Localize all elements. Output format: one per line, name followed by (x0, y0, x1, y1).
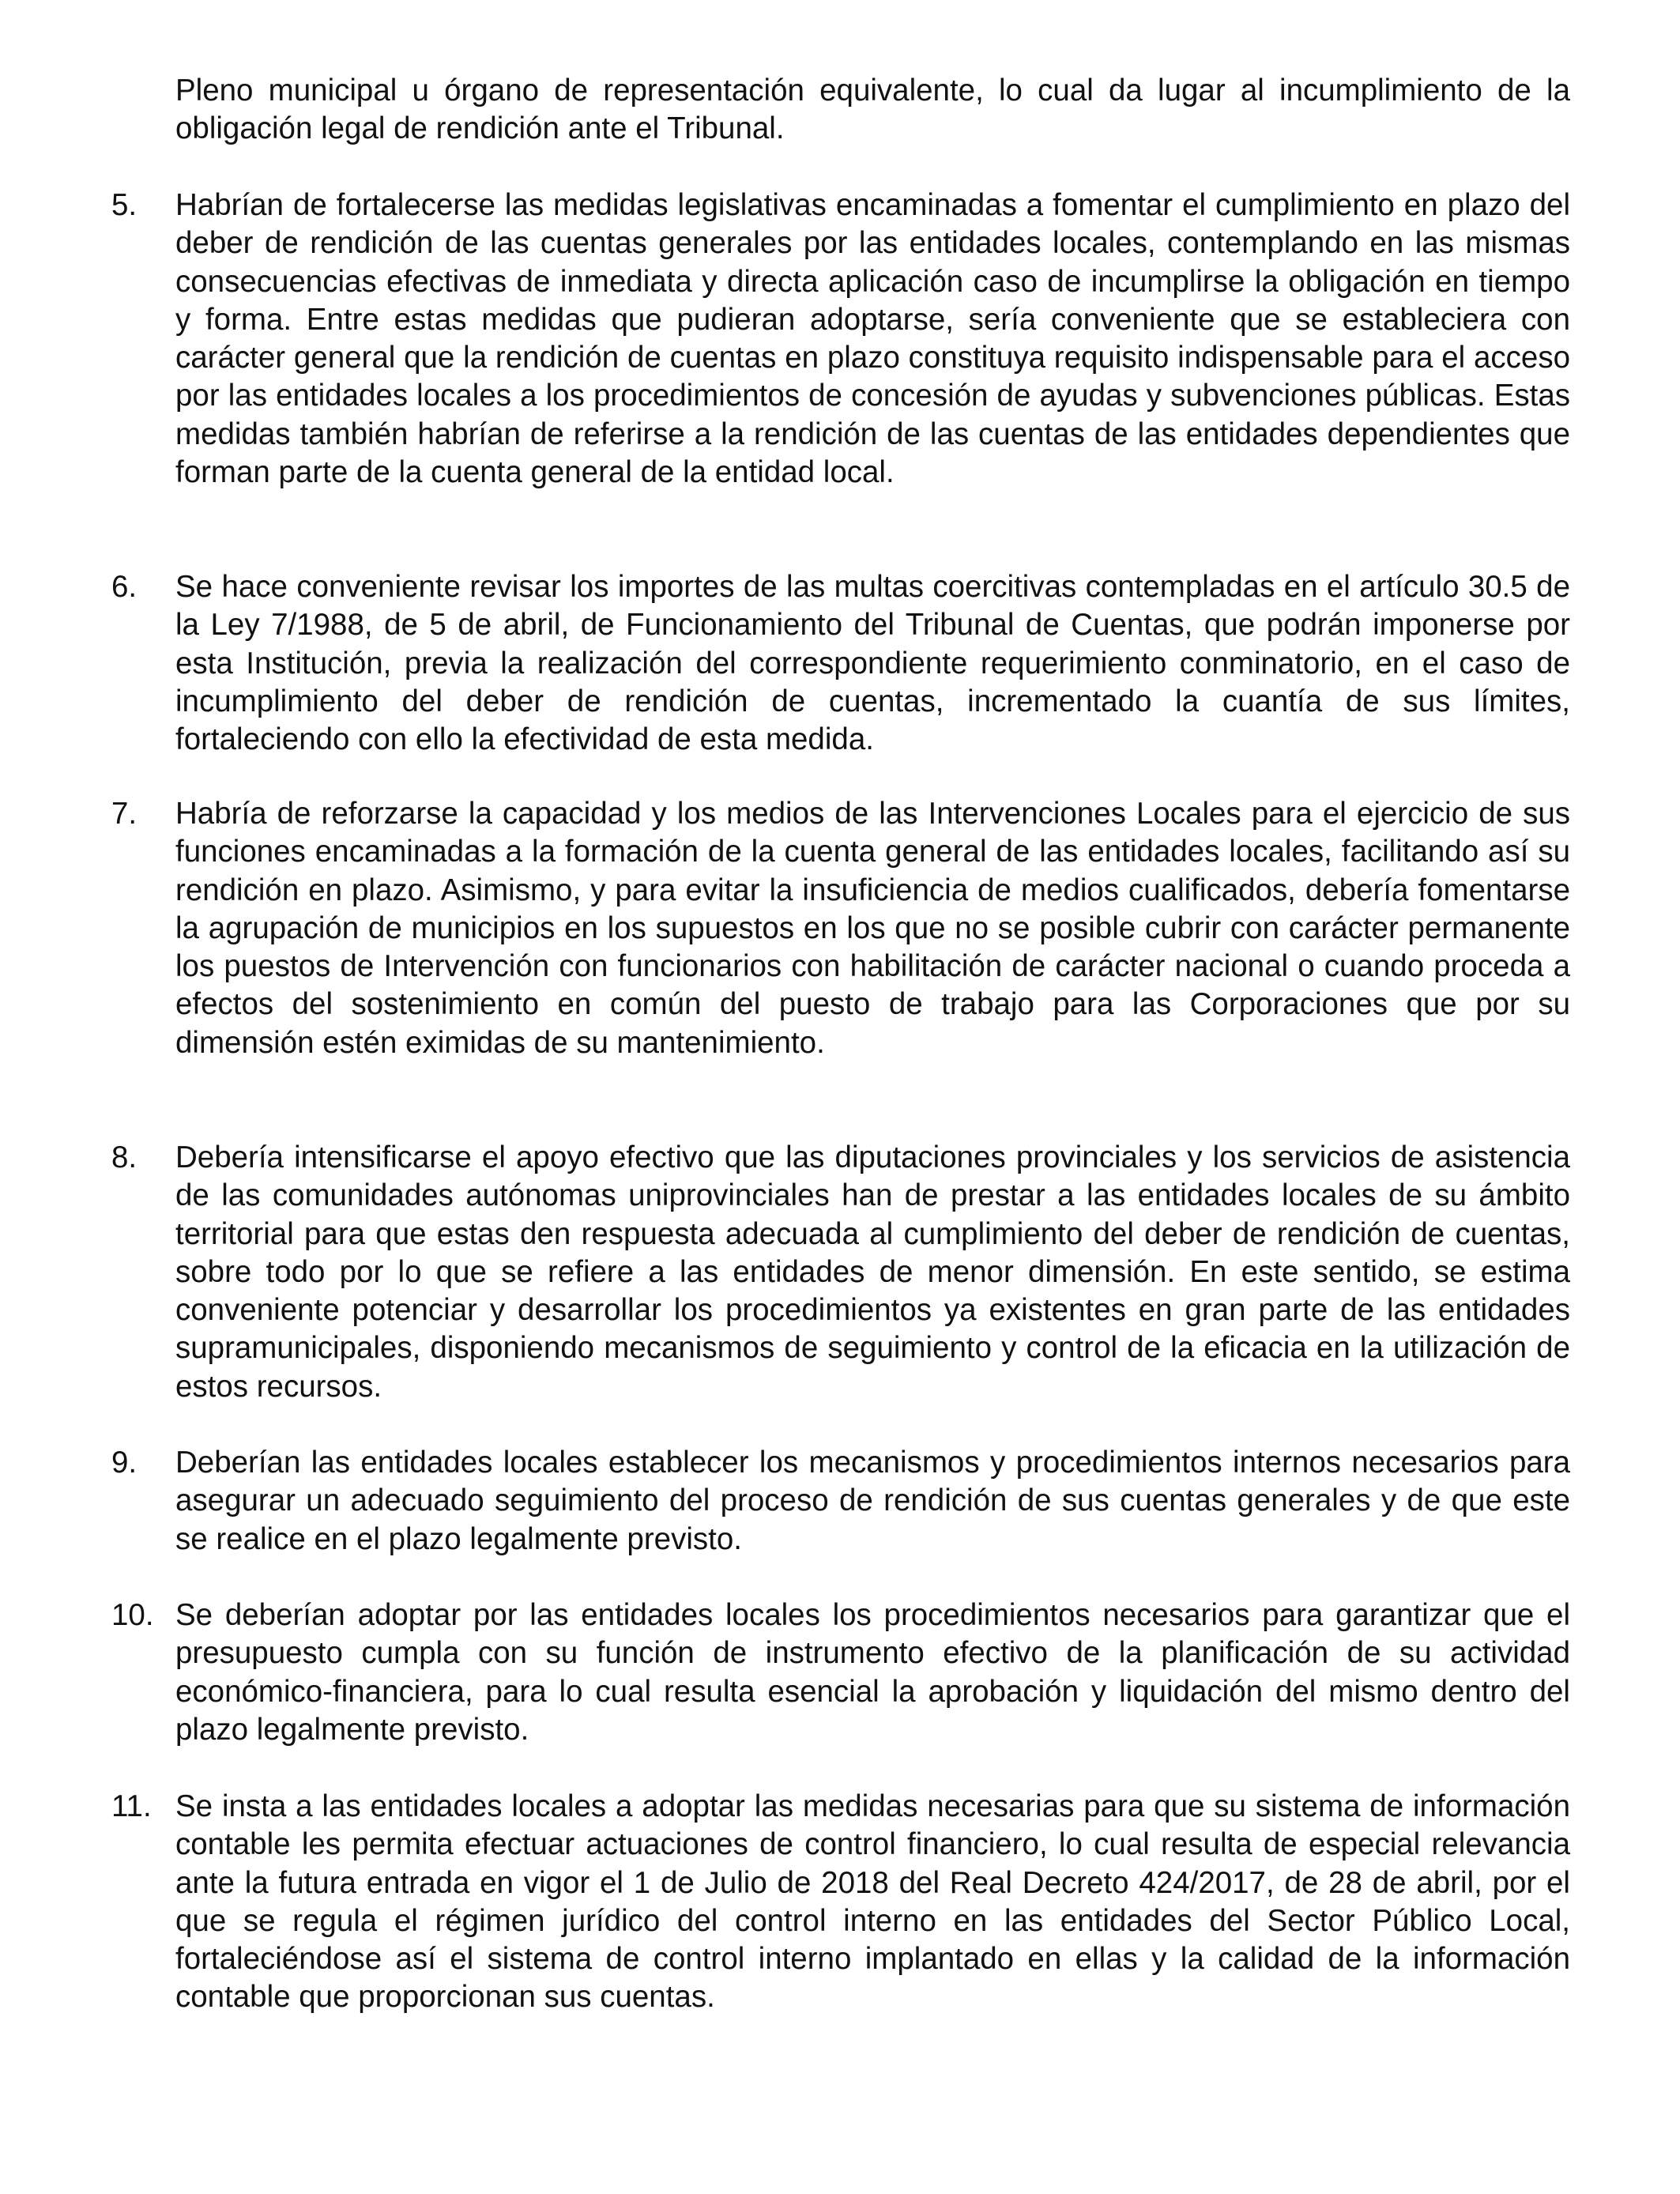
list-item-number: 10. (111, 1598, 154, 1632)
continuation-text: Pleno municipal u órgano de representación equivalente, lo cual da lugar al incumplimiento de la obligación legal de rendición ante el Tribunal. (175, 74, 1570, 146)
list-item-number: 8. (111, 1140, 137, 1174)
list-item-6 (111, 568, 1570, 759)
list-item-11 (111, 1788, 1570, 2017)
continuation-paragraph (111, 72, 1570, 149)
list-item-text: Debería intensificarse el apoyo efectivo que las diputaciones provinciales y los servicios de asistencia de las comunidades autónomas uniprovinciales han de prestar a las entidades locales de su ámbito territorial para que estas den respuesta adecuada al cumplimiento del deber de rendición de cuentas, sobre todo por lo que se refiere a las entidades de menor dimensión. En este sentido, se estima conveniente potenciar y desarrollar los procedimientos ya existentes en gran parte de las entidades supramunicipales, disponiendo mecanismos de seguimiento y control de la eficacia en la utilización de estos recursos. (175, 1140, 1570, 1404)
list-item-text: Se deberían adoptar por las entidades locales los procedimientos necesarios para garantizar que el presupuesto cumpla con su función de instrumento efectivo de la planificación de su actividad económico-financiera, para lo cual resulta esencial la aprobación y liquidación del mismo dentro del plazo legalmente previsto. (175, 1598, 1570, 1747)
list-item-7 (111, 795, 1570, 1062)
list-item-10 (111, 1596, 1570, 1749)
list-item-5 (111, 187, 1570, 492)
list-item-text: Se hace conveniente revisar los importes de las multas coercitivas contempladas en el artículo 30.5 de la Ley 7/1988, de 5 de abril, de Funcionamiento del Tribunal de Cuentas, que podrán imponerse por esta Institución, previa la realización del correspondiente requerimiento conminatorio, en el caso de incumplimiento del deber de rendición de cuentas, incrementado la cuantía de sus límites, fortaleciendo con ello la efectividad de esta medida. (175, 570, 1570, 757)
list-item-text: Se insta a las entidades locales a adoptar las medidas necesarias para que su sistema de información contable les permita efectuar actuaciones de control financiero, lo cual resulta de especial relevancia ante la futura entrada en vigor el 1 de Julio de 2018 del Real Decreto 424/2017, de 28 de abril, por el que se regula el régimen jurídico del control interno en las entidades del Sector Público Local, fortaleciéndose así el sistema de control interno implantado en ellas y la calidad de la información contable que proporcionan sus cuentas. (175, 1789, 1570, 2015)
list-item-number: 7. (111, 797, 137, 831)
list-item-number: 5. (111, 188, 137, 222)
list-item-number: 11. (111, 1789, 152, 1823)
list-item-number: 6. (111, 570, 137, 604)
list-item-8 (111, 1139, 1570, 1406)
list-item-text: Habrían de fortalecerse las medidas legislativas encaminadas a fomentar el cumplimiento en plazo del deber de rendición de las cuentas generales por las entidades locales, contemplando en las mismas consecuencias efectivas de inmediata y directa aplicación caso de incumplirse la obligación en tiempo y forma. Entre estas medidas que pudieran adoptarse, sería conveniente que se estableciera con carácter general que la rendición de cuentas en plazo constituya requisito indispensable para el acceso por las entidades locales a los procedimientos de concesión de ayudas y subvenciones públicas. Estas medidas también habrían de referirse a la rendición de las cuentas de las entidades dependientes que forman parte de la cuenta general de la entidad local. (175, 188, 1570, 490)
list-item-number: 9. (111, 1446, 137, 1480)
list-item-9 (111, 1444, 1570, 1559)
list-item-text: Habría de reforzarse la capacidad y los medios de las Intervenciones Locales para el ejercicio de sus funciones encaminadas a la formación de la cuenta general de las entidades locales, facilitando así su rendición en plazo. Asimismo, y para evitar la insuficiencia de medios cualificados, debería fomentarse la agrupación de municipios en los supuestos en los que no se posible cubrir con carácter permanente los puestos de Intervención con funcionarios con habilitación de carácter nacional o cuando proceda a efectos del sostenimiento en común del puesto de trabajo para las Corporaciones que por su dimensión estén eximidas de su mantenimiento. (175, 797, 1570, 1060)
list-item-text: Deberían las entidades locales establecer los mecanismos y procedimientos internos necesarios para asegurar un adecuado seguimiento del proceso de rendición de sus cuentas generales y de que este se realice en el plazo legalmente previsto. (175, 1446, 1570, 1556)
